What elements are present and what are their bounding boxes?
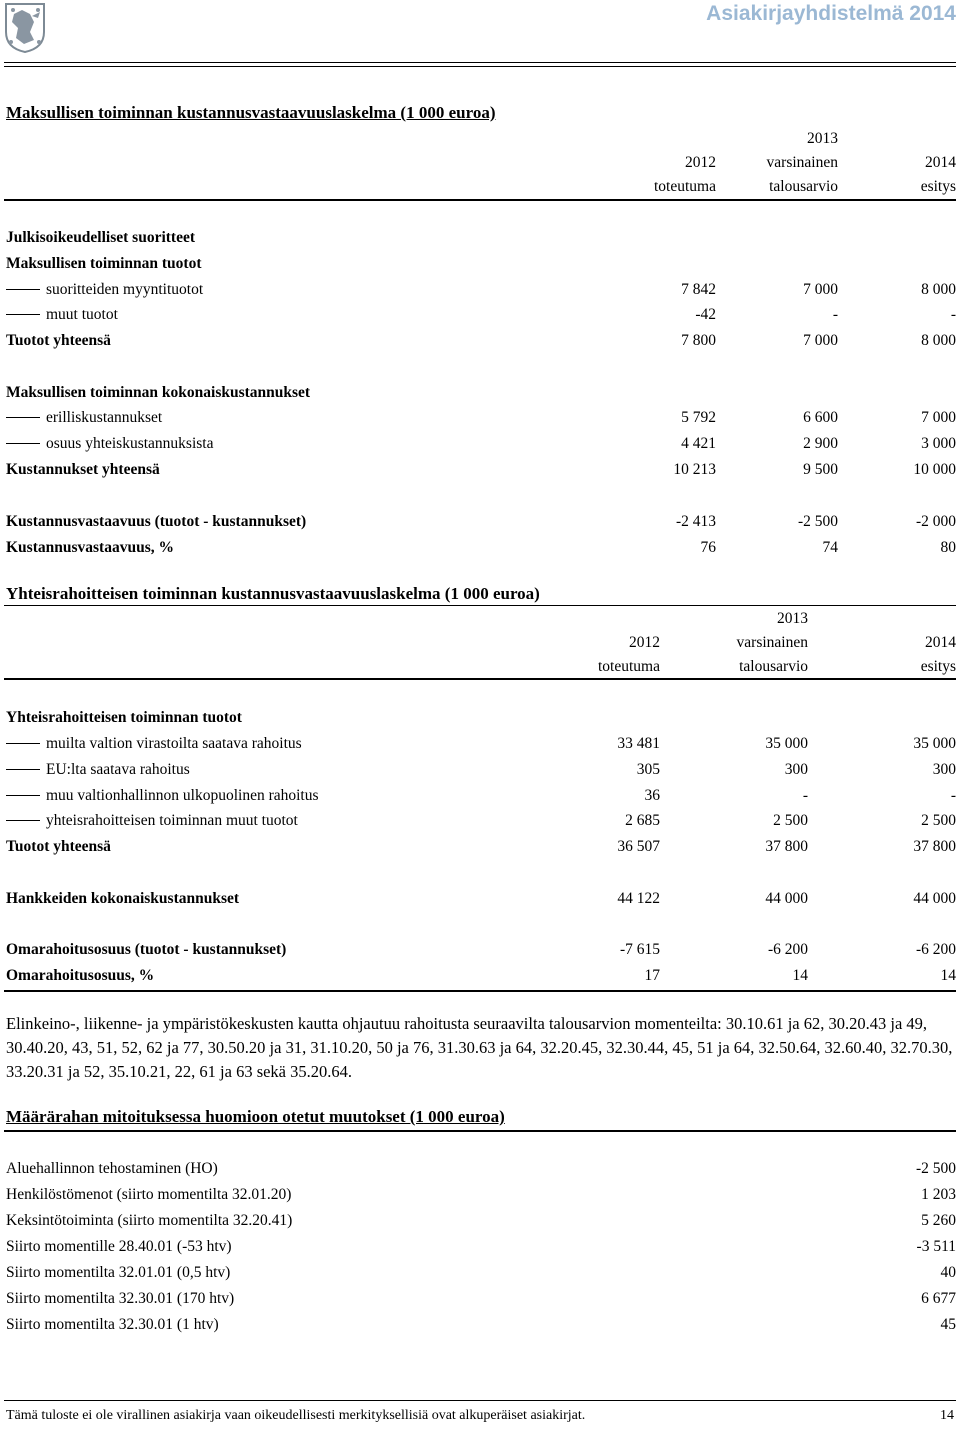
cell-value: 2 900 (803, 435, 838, 452)
change-item-value: 40 (940, 1264, 956, 1281)
change-item-value: -2 500 (915, 1160, 956, 1177)
change-item-label: Aluehallinnon tehostaminen (HO) (6, 1160, 218, 1177)
row-label-text: suoritteiden myyntituotot (46, 281, 204, 298)
row-label-text: Tuotot yhteensä (6, 838, 111, 855)
cell-value: 300 (932, 761, 956, 778)
cell-value: 76 (700, 539, 716, 556)
dash-marker (6, 314, 40, 315)
row-label-text: EU:lta saatava rahoitus (46, 761, 190, 778)
cell-value: 36 507 (617, 838, 660, 855)
cell-value: 80 (940, 539, 956, 556)
cell-value: -6 200 (915, 941, 956, 958)
cell-value: 36 (644, 787, 660, 804)
table3-title-rule (4, 1130, 956, 1132)
dash-marker (6, 743, 40, 744)
row-label-text: yhteisrahoitteisen toiminnan muut tuotot (46, 812, 298, 829)
cell-value: 300 (784, 761, 808, 778)
row-label-text: Maksullisen toiminnan tuotot (6, 255, 202, 272)
table1-header-rule (4, 199, 956, 201)
dash-marker (6, 289, 40, 290)
column-header-l3: talousarvio (739, 658, 808, 675)
row-label (6, 281, 203, 299)
column-header-l2: 2014 (925, 154, 956, 171)
row-label (6, 384, 310, 402)
cell-value: -6 200 (767, 941, 808, 958)
row-label-text: Tuotot yhteensä (6, 332, 111, 349)
cell-value: -2 000 (915, 513, 956, 530)
cell-value: 7 800 (681, 332, 716, 349)
cell-value: 7 000 (803, 332, 838, 349)
cell-value: 37 800 (913, 838, 956, 855)
change-item-value: 45 (940, 1316, 956, 1333)
change-item-value: -3 511 (916, 1238, 956, 1255)
cell-value: 44 000 (765, 890, 808, 907)
change-item-label: Henkilöstömenot (siirto momentilta 32.01.20) (6, 1186, 292, 1203)
change-item-value: 1 203 (921, 1186, 956, 1203)
table3-title: Määrärahan mitoituksessa huomioon otetut muutokset (1 000 euroa) (6, 1107, 505, 1126)
row-label (6, 787, 319, 805)
cell-value: 2 685 (625, 812, 660, 829)
cell-value: 5 792 (681, 409, 716, 426)
row-label-text: muut tuotot (46, 306, 118, 323)
cell-value: 10 000 (913, 461, 956, 478)
column-header-l2: varsinainen (736, 634, 808, 651)
column-header-l2: 2014 (925, 634, 956, 651)
cell-value: 14 (792, 967, 808, 984)
row-label (6, 709, 242, 727)
row-label (6, 229, 195, 247)
cell-value: - (950, 306, 956, 323)
cell-value: 2 500 (921, 812, 956, 829)
cell-value: 7 000 (803, 281, 838, 298)
header-rule (4, 62, 956, 63)
row-label-text: Julkisoikeudelliset suoritteet (6, 229, 196, 246)
cell-value: 8 000 (921, 332, 956, 349)
row-label-text: Kustannusvastaavuus, % (6, 539, 174, 556)
cell-value: 74 (822, 539, 838, 556)
row-label-text: erilliskustannukset (46, 409, 163, 426)
row-label-text: Hankkeiden kokonaiskustannukset (6, 890, 240, 907)
row-label-text: muu valtionhallinnon ulkopuolinen rahoitus (46, 787, 319, 804)
column-header-l1: 2013 (777, 610, 808, 627)
cell-value: 6 600 (803, 409, 838, 426)
column-header-l2: varsinainen (766, 154, 838, 171)
row-label (6, 539, 174, 557)
row-label (6, 513, 306, 531)
cell-value: 7 842 (681, 281, 716, 298)
header-rule-2 (4, 66, 956, 67)
dash-marker (6, 443, 40, 444)
dash-marker (6, 795, 40, 796)
table1-title: Maksullisen toiminnan kustannusvastaavuuslaskelma (1 000 euroa) (6, 103, 496, 122)
row-label (6, 255, 202, 273)
column-header-l3: toteutuma (598, 658, 660, 675)
row-label (6, 409, 162, 427)
cell-value: 8 000 (921, 281, 956, 298)
cell-value: 305 (636, 761, 660, 778)
column-header-l1: 2013 (807, 130, 838, 147)
table2-title-rule (4, 605, 956, 606)
row-label (6, 838, 111, 856)
cell-value: -42 (695, 306, 716, 323)
row-label (6, 890, 239, 908)
page-number: 14 (940, 1408, 954, 1423)
cell-value: 37 800 (765, 838, 808, 855)
change-item-value: 6 677 (921, 1290, 956, 1307)
row-label-text: osuus yhteiskustannuksista (46, 435, 214, 452)
cell-value: 44 000 (913, 890, 956, 907)
footer-disclaimer: Tämä tuloste ei ole virallinen asiakirja vaan oikeudellisesti merkityksellisiä ovat alkuperäiset asiakirjat. (6, 1408, 586, 1423)
cell-value: 9 500 (803, 461, 838, 478)
cell-value: 44 122 (617, 890, 660, 907)
row-label-text: Omarahoitusosuus, % (6, 967, 155, 984)
column-header-l2: 2012 (685, 154, 716, 171)
row-label (6, 761, 190, 779)
row-label (6, 967, 154, 985)
dash-marker (6, 820, 40, 821)
row-label-text: muilta valtion virastoilta saatava rahoitus (46, 735, 302, 752)
cell-value: - (802, 787, 808, 804)
cell-value: 4 421 (681, 435, 716, 452)
coat-of-arms-logo (4, 2, 46, 54)
cell-value: -2 500 (797, 513, 838, 530)
cell-value: 7 000 (921, 409, 956, 426)
row-label (6, 941, 286, 959)
row-label-text: Maksullisen toiminnan kokonaiskustannukset (6, 384, 311, 401)
column-header-l3: talousarvio (769, 178, 838, 195)
row-label-text: Kustannukset yhteensä (6, 461, 160, 478)
row-label-text: Kustannusvastaavuus (tuotot - kustannukset) (6, 513, 307, 530)
cell-value: 14 (940, 967, 956, 984)
dash-marker (6, 417, 40, 418)
footer-rule (4, 1400, 956, 1401)
cell-value: - (950, 787, 956, 804)
change-item-label: Siirto momentille 28.40.01 (-53 htv) (6, 1238, 232, 1255)
row-label (6, 435, 214, 453)
row-label (6, 735, 302, 753)
row-label-text: Yhteisrahoitteisen toiminnan tuotot (6, 709, 242, 726)
cell-value: 3 000 (921, 435, 956, 452)
table2-title: Yhteisrahoitteisen toiminnan kustannusvastaavuuslaskelma (1 000 euroa) (6, 584, 540, 603)
change-item-label: Siirto momentilta 32.30.01 (1 htv) (6, 1316, 219, 1333)
column-header-l3: toteutuma (654, 178, 716, 195)
change-item-label: Siirto momentilta 32.01.01 (0,5 htv) (6, 1264, 231, 1281)
change-item-label: Siirto momentilta 32.30.01 (170 htv) (6, 1290, 235, 1307)
row-label (6, 461, 160, 479)
column-header-l3: esitys (920, 178, 956, 195)
dash-marker (6, 769, 40, 770)
table2-bottom-rule (4, 990, 956, 992)
cell-value: 33 481 (617, 735, 660, 752)
change-item-value: 5 260 (921, 1212, 956, 1229)
cell-value: -7 615 (619, 941, 660, 958)
cell-value: - (832, 306, 838, 323)
row-label (6, 332, 111, 350)
table2-header-rule (4, 678, 956, 680)
row-label (6, 306, 118, 324)
column-header-l2: 2012 (629, 634, 660, 651)
change-item-label: Keksintötoiminta (siirto momentilta 32.20.41) (6, 1212, 293, 1229)
cell-value: 35 000 (765, 735, 808, 752)
cell-value: 2 500 (773, 812, 808, 829)
column-header-l3: esitys (920, 658, 956, 675)
cell-value: 35 000 (913, 735, 956, 752)
cell-value: 10 213 (673, 461, 716, 478)
cell-value: 17 (644, 967, 660, 984)
cell-value: -2 413 (675, 513, 716, 530)
row-label-text: Omarahoitusosuus (tuotot - kustannukset) (6, 941, 287, 958)
row-label (6, 812, 298, 830)
funding-paragraph: Elinkeino-, liikenne- ja ympäristökeskusten kautta ohjautuu rahoitusta seuraavilta talousarvion momenteilta: 30.10.61 ja 62, 30.20.43 ja 49, 30.40.20, 43, 51, 52, 62 ja 77, 30.50.20 ja 31, 31.10.20, 50 ja 76, 31.30.63 ja 64, 32.20.45, 32.30.44, 45, 51 ja 64, 32.50.64, 32.60.40, 32.70.30, 33.20.31 ja 52, 35.10.21, 22, 61 ja 63 sekä 35.20.64. (6, 1014, 953, 1081)
document-title: Asiakirjayhdistelmä 2014 (706, 2, 956, 25)
